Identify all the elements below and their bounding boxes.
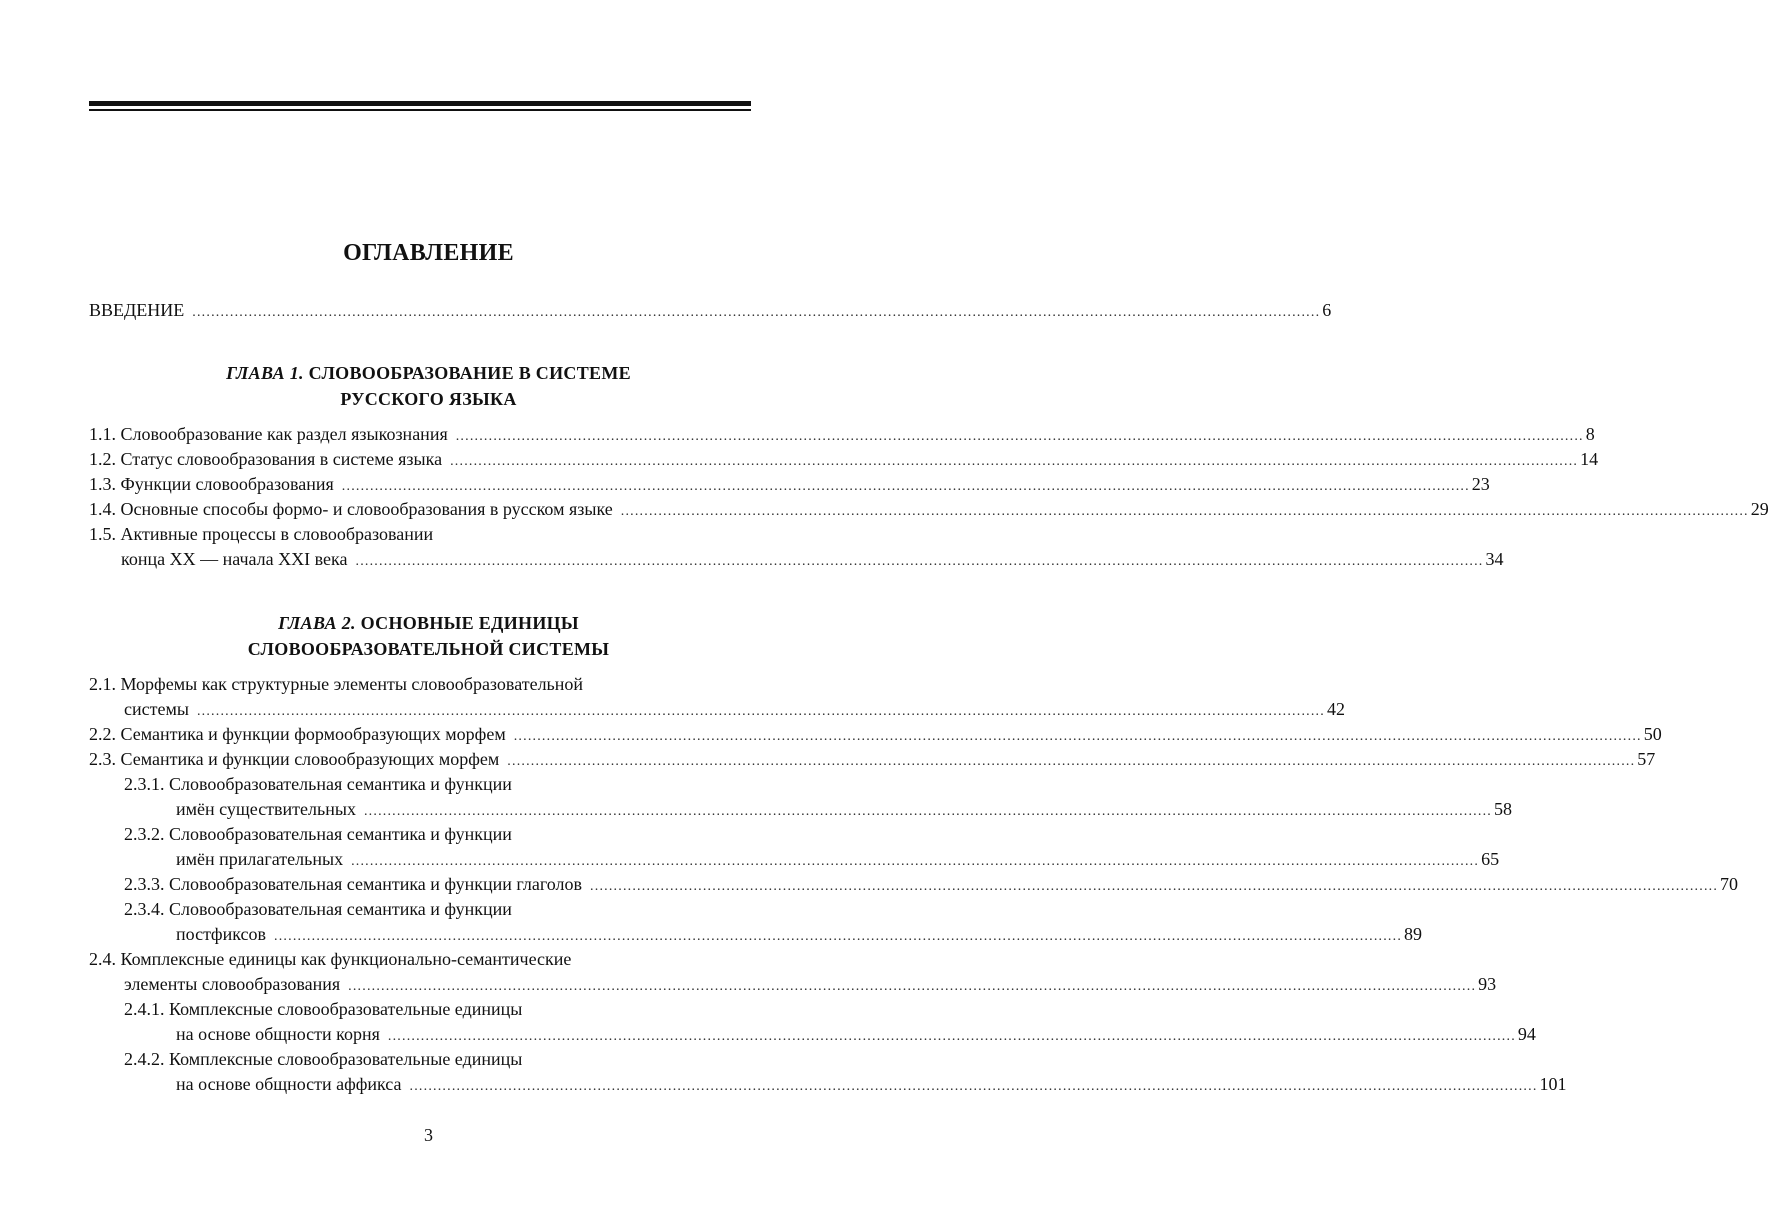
toc-entry-label-cont: на основе общности корня [176,1024,380,1044]
toc-entry-label: Словообразование как раздел языкознания [120,424,448,444]
toc-entry-label: Семантика и функции формообразующих морфем [120,724,506,744]
toc-entry-page: 57 [1637,749,1656,769]
toc-entry-2-3-4-line2[interactable] [176,922,1423,947]
toc-title: ОГЛАВЛЕНИЕ [343,240,514,266]
leader-dots: ................................................................................................................................................................................................................................................ [590,879,1719,894]
toc-entry-page: 8 [1585,424,1595,444]
toc-entry-1-5-line2[interactable] [121,547,1504,572]
toc-entry-page: 50 [1643,724,1662,744]
leader-dots: ................................................................................................................................................................................................................................................ [274,929,1403,944]
chapter-number: ГЛАВА 2. [278,613,356,633]
toc-entry-page: 93 [1478,974,1497,994]
toc-entry-number: 2.3.3. [124,874,165,894]
toc-entry-2-3-1-line1[interactable] [124,772,512,797]
chapter-2-heading [0,610,857,662]
toc-entry-label: Словообразовательная семантика и функции глаголов [169,874,583,894]
chapter-1-heading [0,360,857,412]
leader-dots: ................................................................................................................................................................................................................................................ [513,729,1642,744]
toc-entry-page: 23 [1471,474,1490,494]
chapter-number: ГЛАВА 1. [226,363,304,383]
toc-entry-2-3[interactable] [89,747,1656,772]
toc-entry-number: 2.4.1. [124,999,165,1019]
leader-dots: ................................................................................................................................................................................................................................................ [355,554,1484,569]
toc-entry-label: Активные процессы в словообразовании [120,524,434,544]
toc-entry-2-3-3[interactable] [124,872,1739,897]
toc-entry-2-1-line2[interactable] [124,697,1345,722]
leader-dots: ................................................................................................................................................................................................................................................ [348,979,1477,994]
toc-entry-label: Комплексные словообразовательные единицы [169,1049,523,1069]
toc-entry-2-3-2-line2[interactable] [176,847,1500,872]
chapter-title-line1: СЛОВООБРАЗОВАНИЕ В СИСТЕМЕ [308,363,631,383]
toc-entry-label: Функции словообразования [120,474,334,494]
toc-entry-label: Морфемы как структурные элементы словообразовательной [120,674,584,694]
toc-entry-label: Комплексные словообразовательные единицы [169,999,523,1019]
toc-entry-page: 58 [1493,799,1512,819]
toc-entry-label: Комплексные единицы как функционально-семантические [120,949,572,969]
toc-entry-1-1[interactable] [89,422,1595,447]
toc-entry-1-3[interactable] [89,472,1490,497]
toc-entry-2-4-2-line2[interactable] [176,1072,1567,1097]
toc-entry-label-cont: элементы словообразования [124,974,341,994]
toc-entry-label-cont: конца ХХ — начала ХХI века [121,549,348,569]
toc-entry-number: 2.3.2. [124,824,165,844]
leader-dots: ................................................................................................................................................................................................................................................ [455,429,1584,444]
toc-entry-label: Семантика и функции словообразующих морфем [120,749,500,769]
toc-entry-number: 2.3. [89,749,116,769]
toc-entry-number: 2.1. [89,674,116,694]
toc-entry-number: 1.1. [89,424,116,444]
toc-entry-label: Словообразовательная семантика и функции [169,899,512,919]
leader-dots: ................................................................................................................................................................................................................................................ [507,754,1636,769]
toc-entry-2-1-line1[interactable] [89,672,583,697]
toc-entry-label: Статус словообразования в системе языка [120,449,443,469]
toc-entry-number: 1.4. [89,499,116,519]
leader-dots: ................................................................................................................................................................................................................................................ [620,504,1749,519]
toc-entry-1-4[interactable] [89,497,1769,522]
toc-entry-number: 2.4.2. [124,1049,165,1069]
leader-dots: ................................................................................................................................................................................................................................................ [409,1079,1538,1094]
toc-entry-page: 65 [1481,849,1500,869]
toc-entry-page: 70 [1720,874,1739,894]
leader-dots: ................................................................................................................................................................................................................................................ [363,804,1492,819]
toc-entry-page: 89 [1404,924,1423,944]
leader-dots: ................................................................................................................................................................................................................................................ [192,305,1321,320]
toc-entry-number: 2.3.4. [124,899,165,919]
leader-dots: ................................................................................................................................................................................................................................................ [387,1029,1516,1044]
toc-entry-page: 94 [1517,1024,1536,1044]
chapter-title-line2: СЛОВООБРАЗОВАТЕЛЬНОЙ СИСТЕМЫ [247,639,610,659]
toc-entry-intro[interactable] [89,298,1332,323]
toc-entry-number: 2.4. [89,949,116,969]
toc-entry-label-cont: системы [124,699,189,719]
toc-entry-2-3-4-line1[interactable] [124,897,512,922]
top-rule-thin [89,109,751,111]
toc-entry-1-5-line1[interactable] [89,522,433,547]
toc-entry-2-4-1-line2[interactable] [176,1022,1536,1047]
leader-dots: ................................................................................................................................................................................................................................................ [450,454,1579,469]
chapter-title-line1: ОСНОВНЫЕ ЕДИНИЦЫ [360,613,579,633]
toc-entry-label-cont: имён прилагательных [176,849,344,869]
toc-entry-number: 2.2. [89,724,116,744]
toc-entry-2-3-2-line1[interactable] [124,822,512,847]
toc-entry-number: 2.3.1. [124,774,165,794]
toc-entry-2-3-1-line2[interactable] [176,797,1512,822]
toc-entry-1-2[interactable] [89,447,1599,472]
top-rule-thick [89,101,751,106]
page-number: 3 [424,1125,433,1145]
leader-dots: ................................................................................................................................................................................................................................................ [341,479,1470,494]
toc-entry-page: 14 [1580,449,1599,469]
toc-entry-page: 34 [1485,549,1504,569]
toc-entry-label: Словообразовательная семантика и функции [169,824,512,844]
toc-entry-page: 6 [1322,300,1332,320]
leader-dots: ................................................................................................................................................................................................................................................ [196,704,1325,719]
toc-entry-page: 42 [1326,699,1345,719]
toc-entry-label: Словообразовательная семантика и функции [169,774,512,794]
toc-entry-page: 101 [1539,1074,1567,1094]
toc-entry-2-4-line1[interactable] [89,947,571,972]
toc-entry-label-cont: имён существительных [176,799,356,819]
toc-entry-label-cont: на основе общности аффикса [176,1074,402,1094]
toc-entry-number: 1.2. [89,449,116,469]
toc-entry-number: 1.3. [89,474,116,494]
toc-entry-2-4-line2[interactable] [124,972,1497,997]
leader-dots: ................................................................................................................................................................................................................................................ [351,854,1480,869]
toc-entry-2-4-2-line1[interactable] [124,1047,522,1072]
toc-entry-label: Основные способы формо- и словообразования в русском языке [120,499,613,519]
toc-entry-number: 1.5. [89,524,116,544]
toc-entry-2-4-1-line1[interactable] [124,997,522,1022]
toc-entry-label-cont: постфиксов [176,924,267,944]
toc-entry-page: 29 [1750,499,1769,519]
toc-entry-2-2[interactable] [89,722,1662,747]
chapter-title-line2: РУССКОГО ЯЗЫКА [340,389,517,409]
toc-entry-label: ВВЕДЕНИЕ [89,300,185,320]
